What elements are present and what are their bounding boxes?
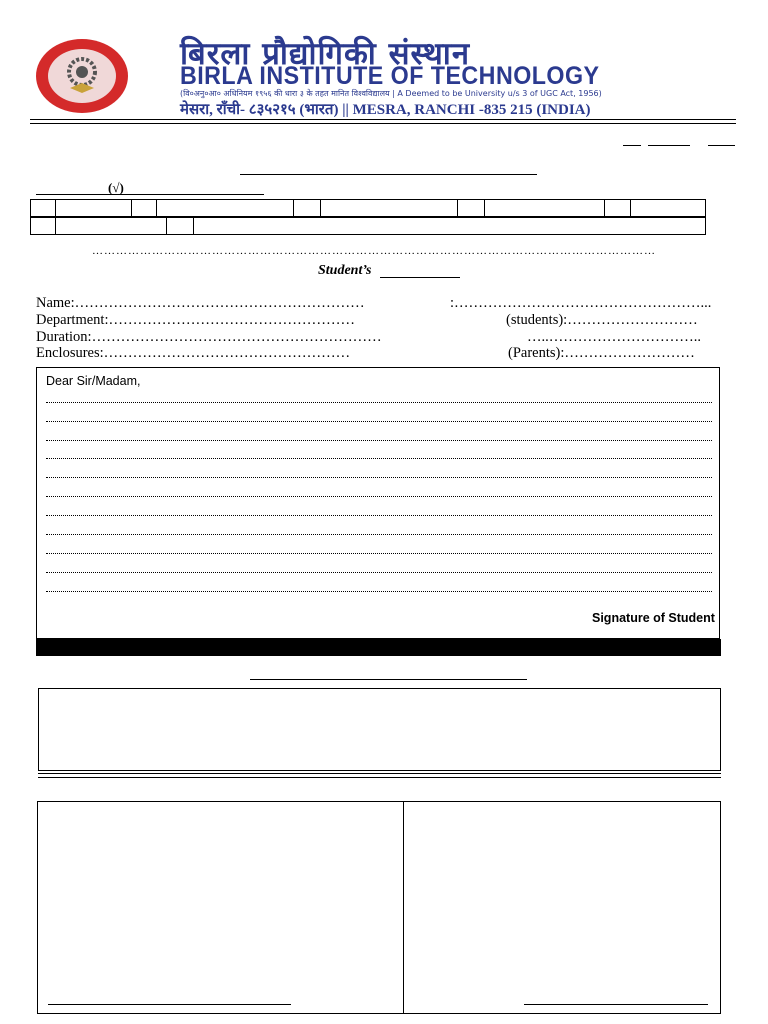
name-label: Name:	[36, 295, 75, 311]
letter-line[interactable]	[46, 496, 712, 497]
ref-blank-line	[648, 145, 690, 146]
option-cell	[56, 218, 167, 235]
department-field[interactable]	[36, 312, 355, 329]
letter-line[interactable]	[46, 553, 712, 554]
students-contact-label: (students):	[506, 312, 568, 328]
option-cell	[631, 200, 706, 217]
signature-of-student-label: Signature of Student	[592, 611, 715, 625]
institute-logo	[34, 38, 130, 114]
letter-line[interactable]	[46, 440, 712, 441]
checkbox-cell[interactable]	[31, 200, 56, 217]
double-rule	[38, 777, 721, 778]
option-cell	[55, 200, 131, 217]
table-row	[31, 218, 706, 235]
right-field-3[interactable]	[527, 329, 701, 346]
name-dots: ……………………………………………………	[74, 295, 365, 311]
duration-field[interactable]	[36, 329, 382, 346]
letter-greeting: Dear Sir/Madam,	[46, 374, 141, 388]
letter-line[interactable]	[46, 591, 712, 592]
checkbox-cell[interactable]	[294, 200, 321, 217]
letter-line[interactable]	[46, 477, 712, 478]
approval-box	[37, 801, 721, 1014]
letter-line[interactable]	[46, 572, 712, 573]
department-dots: ……………………………………………	[108, 312, 355, 328]
students-contact-dots: ………………………	[567, 312, 698, 328]
right-field-1-label: :	[450, 295, 455, 311]
students-heading-underline	[380, 277, 460, 278]
checkbox-cell[interactable]	[604, 200, 631, 217]
parents-contact-label: (Parents):	[508, 345, 565, 361]
checkbox-cell[interactable]	[457, 200, 484, 217]
students-heading: Student’s	[318, 263, 372, 278]
top-dotted-line: ……………………………………………………………………………………………………………………………	[92, 245, 656, 257]
header-rule	[30, 119, 736, 120]
letter-line[interactable]	[46, 458, 712, 459]
letter-line[interactable]	[46, 421, 712, 422]
letter-box[interactable]	[36, 367, 720, 639]
enclosures-label: Enclosures:	[36, 345, 104, 361]
option-cell	[484, 200, 604, 217]
office-title-underline	[250, 679, 527, 680]
letter-line[interactable]	[46, 402, 712, 403]
right-signature-line[interactable]	[524, 1004, 708, 1005]
parents-contact-field[interactable]	[508, 345, 695, 362]
parents-contact-dots: ………………………	[564, 345, 695, 361]
ref-blank-line	[623, 145, 641, 146]
form-title-underline	[240, 174, 537, 175]
institute-address: मेसरा, राँची- ८३५२१५ (भारत) || MESRA, RANCHI -835 215 (INDIA)	[180, 102, 591, 118]
institute-tagline: (वि०अनु०आ० अधिनियम १९५६ की धारा ३ के तहत मानित विश्वविद्यालय | A Deemed to be University u/s 3 of UGC Act, 1956)	[180, 89, 602, 98]
check-label-underline	[36, 194, 264, 195]
institute-name-hindi: बिरला प्रौद्योगिकी संस्थान	[180, 36, 471, 72]
department-label: Department:	[36, 312, 109, 328]
purpose-selection-table-row2	[30, 217, 706, 235]
double-rule	[38, 773, 721, 774]
duration-label: Duration:	[36, 329, 92, 345]
option-cell	[320, 200, 457, 217]
students-contact-field[interactable]	[506, 312, 698, 329]
enclosures-field[interactable]	[36, 345, 350, 362]
right-field-1-dots: ……………………………………………...	[454, 295, 712, 311]
date-blank-line	[708, 145, 735, 146]
checkbox-cell[interactable]	[132, 200, 157, 217]
header-rule	[30, 123, 736, 124]
option-cell	[157, 200, 294, 217]
approval-box-divider	[403, 801, 404, 1014]
institute-name-english: BIRLA INSTITUTE OF TECHNOLOGY	[180, 62, 600, 90]
check-mark: (√)	[108, 180, 124, 195]
letter-line[interactable]	[46, 534, 712, 535]
duration-dots: ……………………………………………………	[91, 329, 382, 345]
section-divider-bar	[36, 639, 721, 656]
name-field[interactable]	[36, 295, 365, 312]
left-signature-line[interactable]	[48, 1004, 291, 1005]
option-other-cell	[194, 218, 706, 235]
remarks-box[interactable]	[38, 688, 721, 771]
checkbox-cell[interactable]	[167, 218, 194, 235]
checkbox-cell[interactable]	[31, 218, 56, 235]
table-row	[31, 200, 706, 217]
letter-line[interactable]	[46, 515, 712, 516]
enclosures-dots: ……………………………………………	[103, 345, 351, 361]
purpose-selection-table	[30, 199, 706, 217]
right-field-1[interactable]	[450, 295, 711, 312]
right-field-3-dots: …..…………………………..	[527, 329, 701, 345]
